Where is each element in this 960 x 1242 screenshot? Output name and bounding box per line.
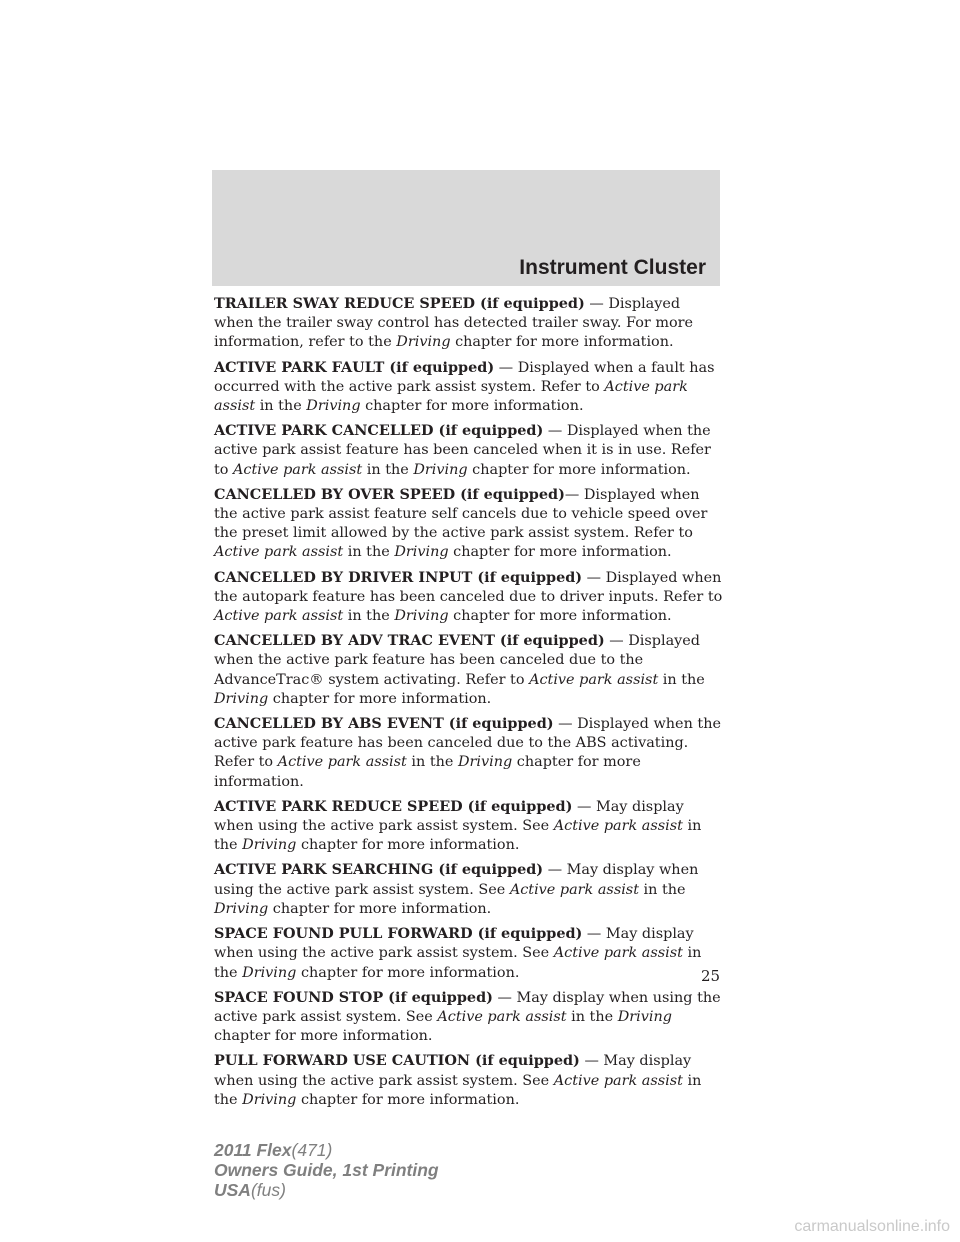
footer-line-market xyxy=(214,1180,439,1200)
message-description: chapter for more information. xyxy=(467,461,691,478)
message-description: chapter for more information. xyxy=(268,900,492,917)
message-term: PULL FORWARD USE CAUTION (if equipped) xyxy=(214,1052,580,1070)
message-description: — Displayed when the autopark feature has been canceled due to driver inputs. Refer to xyxy=(214,569,723,605)
message-description: — Displayed when the active park assist feature has been canceled when it is in use. Refer to xyxy=(214,423,711,478)
chapter-header-band xyxy=(212,170,720,286)
chapter-title: Instrument Cluster xyxy=(519,256,706,279)
footer-market: USA xyxy=(214,1180,251,1200)
message-term: CANCELLED BY DRIVER INPUT (if equipped) xyxy=(214,568,583,586)
message-description: — Displayed when the active park feature has been canceled due to the ABS activating. Refer to xyxy=(214,716,721,771)
message-description: — May display when using the active park assist system. See xyxy=(214,862,699,898)
message-description: — Displayed when the active park assist feature self cancels due to vehicle speed over the preset limit allowed by the active park assist system. Refer to xyxy=(214,486,708,542)
cross-reference: Active park assist xyxy=(233,461,363,478)
cross-reference: Active park assist xyxy=(277,754,407,771)
message-description: in the xyxy=(638,881,686,898)
message-description: in the xyxy=(255,398,307,415)
message-term: CANCELLED BY ABS EVENT (if equipped) xyxy=(214,715,554,733)
message-description: — Displayed when a fault has occurred with the active park assist system. Refer to xyxy=(214,359,715,395)
cross-reference: Driving xyxy=(242,837,297,854)
footer-market-code: (fus) xyxy=(250,1180,286,1200)
message-description: — Displayed when the active park feature has been canceled due to the AdvanceTrac® system activating. Refer to xyxy=(214,633,701,688)
message-description: — May display when using the active park assist system. See xyxy=(214,798,684,835)
message-description: chapter for more information. xyxy=(450,334,674,351)
page-number: 25 xyxy=(701,967,721,985)
message-description: in the xyxy=(658,671,705,688)
cross-reference: Active park assist xyxy=(553,945,683,962)
message-description: in the xyxy=(343,544,395,561)
cross-reference: Driving xyxy=(394,544,449,561)
message-description: — Displayed when the trailer sway control has detected trailer sway. For more information, refer to the xyxy=(214,296,694,351)
message-description: in the xyxy=(214,818,702,854)
message-entry xyxy=(214,1051,724,1110)
footer-model: 2011 Flex xyxy=(214,1140,292,1160)
message-term: ACTIVE PARK REDUCE SPEED (if equipped) xyxy=(214,797,573,815)
message-entry xyxy=(214,294,724,353)
message-description: in the xyxy=(214,945,702,981)
message-term: CANCELLED BY OVER SPEED (if equipped) xyxy=(214,485,565,503)
message-description: chapter for more information. xyxy=(268,690,492,707)
print-footer xyxy=(214,1140,439,1200)
cross-reference: Driving xyxy=(617,1008,672,1025)
footer-edition: Owners Guide, 1st Printing xyxy=(214,1160,439,1180)
message-description: chapter for more information. xyxy=(448,544,672,561)
cross-reference: Driving xyxy=(458,754,513,771)
cross-reference: Driving xyxy=(396,334,451,351)
message-description: chapter for more information. xyxy=(360,398,584,415)
message-term: ACTIVE PARK SEARCHING (if equipped) xyxy=(214,861,544,879)
message-description: chapter for more information. xyxy=(448,608,672,625)
cross-reference: Driving xyxy=(413,461,468,478)
cross-reference: Driving xyxy=(242,964,297,981)
cross-reference: Active park assist xyxy=(553,1072,683,1089)
footer-line-model xyxy=(214,1140,439,1160)
message-description: chapter for more information. xyxy=(214,1028,433,1045)
footer-model-code: (471) xyxy=(291,1140,333,1160)
message-entry xyxy=(214,924,724,983)
message-description: chapter for more information. xyxy=(214,754,641,790)
cross-reference: Active park assist xyxy=(214,378,688,415)
cross-reference: Active park assist xyxy=(553,818,683,835)
message-entry xyxy=(214,631,724,709)
message-description: — May display when using the active park assist system. See xyxy=(214,926,694,962)
cross-reference: Driving xyxy=(242,1091,297,1108)
message-term: TRAILER SWAY REDUCE SPEED (if equipped) xyxy=(214,295,585,312)
message-description: in the xyxy=(343,608,395,625)
message-description: — May display when using the active park assist system. See xyxy=(214,1053,692,1089)
cross-reference: Driving xyxy=(306,398,361,415)
message-term: SPACE FOUND STOP (if equipped) xyxy=(214,988,493,1006)
cross-reference: Driving xyxy=(214,690,269,707)
message-entry xyxy=(214,860,724,919)
cross-reference: Active park assist xyxy=(437,1008,567,1025)
message-entry xyxy=(214,988,724,1047)
cross-reference: Active park assist xyxy=(509,881,639,898)
message-entry xyxy=(214,485,724,563)
message-entry xyxy=(214,797,724,856)
message-description: in the xyxy=(362,461,414,478)
message-description: in the xyxy=(406,754,458,771)
cross-reference: Driving xyxy=(394,608,449,625)
cross-reference: Active park assist xyxy=(214,608,344,625)
message-entry xyxy=(214,358,724,417)
footer-line-edition xyxy=(214,1160,439,1180)
message-description: in the xyxy=(566,1008,618,1025)
message-description: chapter for more information. xyxy=(296,837,520,854)
cross-reference: Active park assist xyxy=(214,544,344,561)
message-entry xyxy=(214,421,724,480)
message-description: — May display when using the active park assist system. See xyxy=(214,989,721,1025)
cross-reference: Active park assist xyxy=(529,671,659,688)
message-description: chapter for more information. xyxy=(296,1091,520,1108)
message-entry xyxy=(214,714,724,792)
message-list xyxy=(214,294,724,1115)
message-description: in the xyxy=(214,1072,702,1108)
message-term: SPACE FOUND PULL FORWARD (if equipped) xyxy=(214,925,583,943)
message-entry xyxy=(214,568,724,627)
watermark: carmanualsonline.info xyxy=(794,1218,950,1235)
message-term: CANCELLED BY ADV TRAC EVENT (if equipped) xyxy=(214,632,605,650)
cross-reference: Driving xyxy=(214,900,269,917)
message-term: ACTIVE PARK CANCELLED (if equipped) xyxy=(214,422,544,440)
message-description: chapter for more information. xyxy=(296,964,520,981)
message-term: ACTIVE PARK FAULT (if equipped) xyxy=(214,358,495,376)
